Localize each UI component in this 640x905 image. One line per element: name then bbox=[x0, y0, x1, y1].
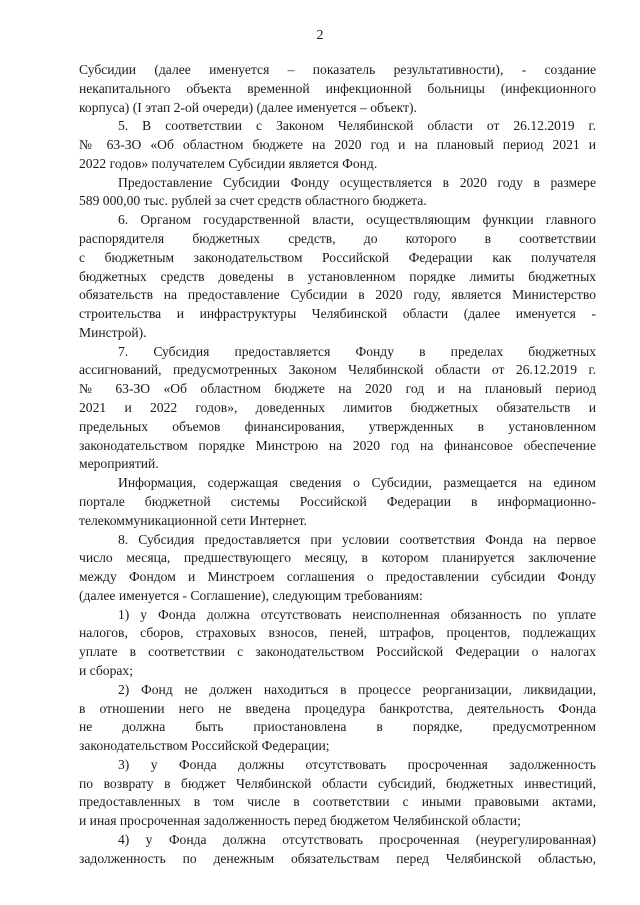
text-line: обязательств на предоставление Субсидии в 2020 году, является Министерство bbox=[79, 287, 596, 303]
text-line: предоставленных в том числе в соответствии с иными правовыми актами, bbox=[79, 794, 596, 810]
text-line: и иная просроченная задолженность перед бюджетом Челябинской области; bbox=[79, 813, 521, 829]
text-line: число месяца, предшествующего месяцу, в котором планируется заключение bbox=[79, 550, 596, 566]
text-line: строительства и инфраструктуры Челябинской области (далее именуется - bbox=[79, 306, 596, 322]
text-line: законодательством порядке Минстрою на 2020 год на финансовое обеспечение bbox=[79, 437, 596, 453]
text-line: 4) у Фонда должна отсутствовать просроченная (неурегулированная) bbox=[118, 831, 596, 847]
text-line: № 63-ЗО «Об областном бюджете на 2020 год и на плановый период 2021 и bbox=[79, 137, 596, 153]
text-line: распорядителя бюджетных средств, до которого в соответствии bbox=[79, 231, 596, 247]
text-line: между Фондом и Минстроем соглашения о предоставлении субсидии Фонду bbox=[79, 569, 596, 585]
text-line: не должна быть приостановлена в порядке, предусмотренном bbox=[79, 719, 596, 735]
text-line: 5. В соответствии с Законом Челябинской области от 26.12.2019 г. bbox=[118, 118, 596, 134]
text-line: корпуса) (I этап 2-ой очереди) (далее именуется – объект). bbox=[79, 99, 417, 115]
text-line: 2022 годов» получателем Субсидии является Фонд. bbox=[79, 155, 378, 171]
text-line: Предоставление Субсидии Фонду осуществляется в 2020 году в размере bbox=[118, 174, 596, 190]
text-line: 2021 и 2022 годов», доведенных лимитов бюджетных обязательств и bbox=[79, 400, 596, 416]
text-line: некапитального объекта временной инфекционной больницы (инфекционного bbox=[79, 80, 596, 96]
text-line: в отношении него не введена процедура банкротства, деятельность Фонда bbox=[79, 700, 596, 716]
text-line: (далее именуется - Соглашение), следующим требованиям: bbox=[79, 587, 423, 603]
text-line: 7. Субсидия предоставляется Фонду в пределах бюджетных bbox=[118, 343, 596, 359]
text-line: Информация, содержащая сведения о Субсидии, размещается на едином bbox=[118, 475, 596, 491]
text-line: телекоммуникационной сети Интернет. bbox=[79, 512, 307, 528]
text-line: 589 000,00 тыс. рублей за счет средств областного бюджета. bbox=[79, 193, 427, 209]
text-line: Минстрой). bbox=[79, 324, 147, 340]
text-line: Субсидии (далее именуется – показатель результативности), - создание bbox=[79, 62, 596, 77]
text-line: 1) у Фонда должна отсутствовать неисполненная обязанность по уплате bbox=[118, 606, 596, 622]
text-line: задолженность по денежным обязательствам перед Челябинской областью, bbox=[79, 850, 596, 866]
text-line: по возврату в бюджет Челябинской области субсидий, бюджетных инвестиций, bbox=[79, 775, 596, 791]
text-line: 8. Субсидия предоставляется при условии соответствия Фонда на первое bbox=[118, 531, 596, 547]
page-number: 2 bbox=[316, 28, 324, 43]
text-line: 2) Фонд не должен находиться в процессе реорганизации, ликвидации, bbox=[118, 681, 596, 697]
text-line: и сборах; bbox=[79, 662, 133, 678]
text-line: № 63-ЗО «Об областном бюджете на 2020 год и на плановый период bbox=[79, 381, 596, 397]
text-line: налогов, сборов, страховых взносов, пеней, штрафов, процентов, подлежащих bbox=[79, 625, 596, 641]
text-line: законодательством Российской Федерации; bbox=[79, 738, 330, 754]
text-line: бюджетных средств доведены в установленном порядке лимиты бюджетных bbox=[79, 268, 596, 284]
text-line: портале бюджетной системы Российской Федерации в информационно- bbox=[79, 493, 596, 509]
text-line: 3) у Фонда должны отсутствовать просроченная задолженность bbox=[118, 756, 596, 772]
text-line: 6. Органом государственной власти, осуществляющим функции главного bbox=[118, 212, 596, 228]
text-line: ассигнований, предусмотренных Законом Челябинской области от 26.12.2019 г. bbox=[79, 362, 596, 378]
text-line: с бюджетным законодательством Российской Федерации как получателя bbox=[79, 249, 596, 265]
text-line: уплате в соответствии с законодательством Российской Федерации о налогах bbox=[79, 644, 596, 660]
text-line: предельных объемов финансирования, утвержденных в установленном bbox=[79, 418, 596, 434]
text-line: мероприятий. bbox=[79, 456, 159, 472]
